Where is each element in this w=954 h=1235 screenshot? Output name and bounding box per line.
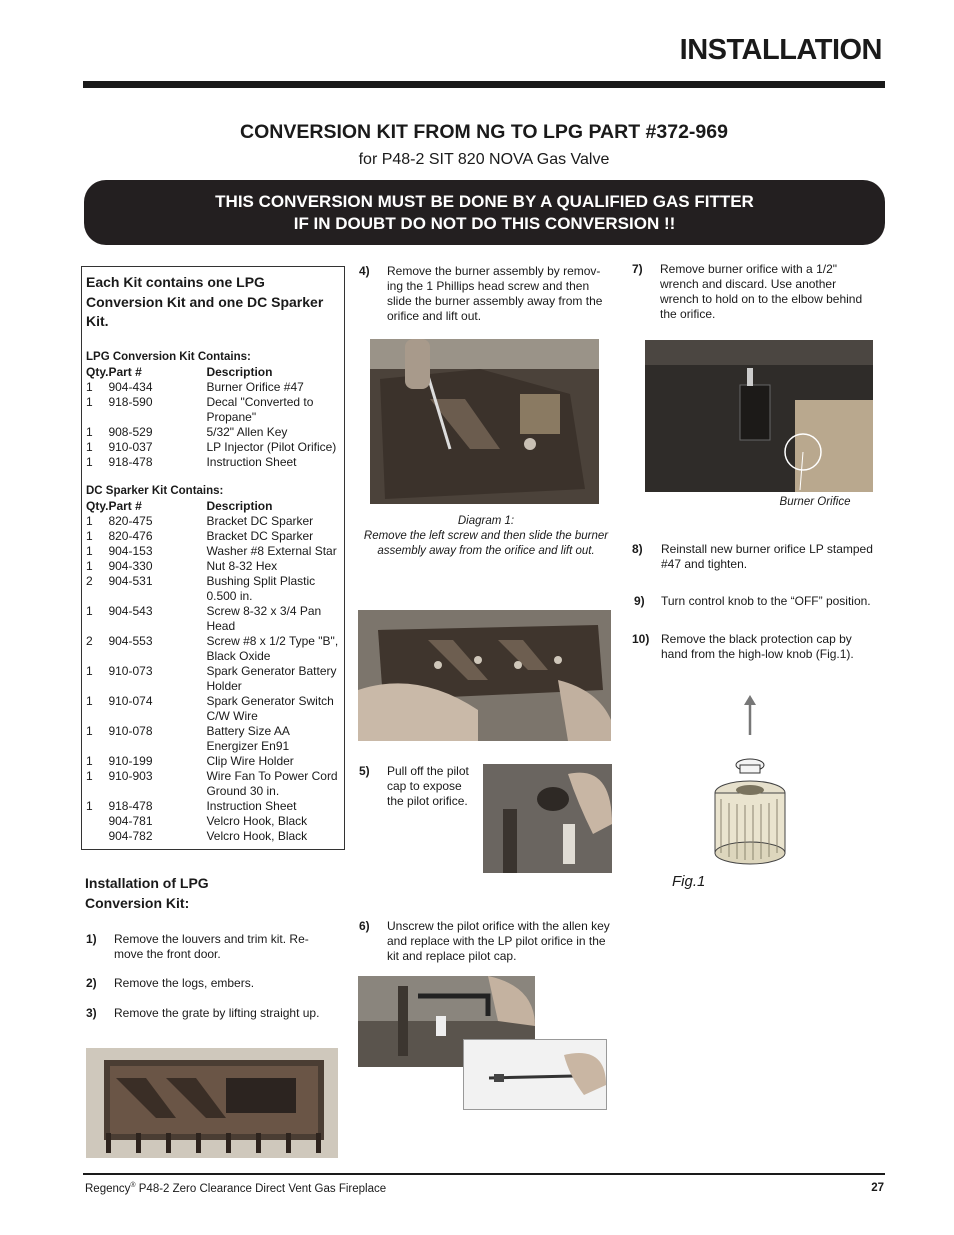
diagram-1-caption bbox=[362, 514, 610, 559]
table-row bbox=[86, 574, 340, 604]
step-text: Remove the louvers and trim kit. Re-move the front door. bbox=[114, 932, 309, 961]
document-subtitle: for P48-2 SIT 820 NOVA Gas Valve bbox=[358, 151, 610, 168]
table-row bbox=[86, 754, 340, 769]
col-part: Part # bbox=[108, 498, 142, 513]
cell-part: 910-078 bbox=[108, 723, 153, 738]
table-header-row bbox=[86, 499, 340, 514]
cell-desc: Spark Generator Battery Holder bbox=[206, 663, 337, 693]
table-row bbox=[86, 634, 340, 664]
footer-text: P48-2 Zero Clearance Direct Vent Gas Fireplace bbox=[135, 1182, 387, 1195]
cell-qty: 1 bbox=[86, 394, 93, 409]
cell-qty: 1 bbox=[86, 723, 93, 738]
footer-product bbox=[85, 1182, 386, 1195]
step-number: 8) bbox=[632, 542, 643, 556]
cell-qty: 1 bbox=[86, 798, 93, 813]
footer-brand: Regency bbox=[85, 1182, 131, 1195]
step-number: 9) bbox=[634, 594, 645, 608]
cell-qty: 1 bbox=[86, 558, 93, 573]
table-row bbox=[86, 529, 340, 544]
table-row bbox=[86, 604, 340, 634]
cell-part: 910-074 bbox=[108, 693, 153, 708]
table-row bbox=[86, 724, 340, 754]
col-qty: Qty. bbox=[86, 498, 109, 513]
cell-qty: 1 bbox=[86, 424, 93, 439]
step-8 bbox=[632, 542, 884, 574]
step-text: Turn control knob to the “OFF” position. bbox=[661, 594, 871, 608]
step-number: 2) bbox=[86, 976, 97, 990]
warning-line-2: IF IN DOUBT DO NOT DO THIS CONVERSION !! bbox=[293, 213, 676, 233]
cell-qty: 1 bbox=[86, 603, 93, 618]
cell-part: 904-531 bbox=[108, 573, 153, 588]
cell-qty: 1 bbox=[86, 528, 93, 543]
cell-part: 908-529 bbox=[108, 424, 153, 439]
col-qty: Qty. bbox=[86, 364, 109, 379]
cell-desc: Bracket DC Sparker bbox=[206, 513, 314, 528]
cell-part: 904-782 bbox=[108, 828, 153, 843]
cell-desc: Wire Fan To Power Cord Ground 30 in. bbox=[206, 768, 338, 798]
step-text: Remove burner orifice with a 1/2" wrench and discard. Use another wrench to hold on to the elbow behind the orifice. bbox=[660, 262, 863, 321]
table-row bbox=[86, 829, 340, 844]
fig-1-label: Fig.1 bbox=[672, 873, 706, 890]
step-4 bbox=[359, 264, 619, 324]
cell-desc: Screw #8 x 1/2 Type "B", Black Oxide bbox=[206, 633, 339, 663]
table-row bbox=[86, 559, 340, 574]
cell-desc: Clip Wire Holder bbox=[206, 753, 294, 768]
step-number: 6) bbox=[359, 919, 370, 933]
warning-line-1: THIS CONVERSION MUST BE DONE BY A QUALIFIED GAS FITTER bbox=[215, 191, 754, 211]
cell-desc: Battery Size AA Energizer En91 bbox=[206, 723, 290, 753]
cell-qty: 1 bbox=[86, 513, 93, 528]
cell-qty: 1 bbox=[86, 543, 93, 558]
step-number: 10) bbox=[632, 632, 650, 646]
dc-parts-table bbox=[86, 499, 340, 844]
cell-qty: 1 bbox=[86, 768, 93, 783]
warning-banner bbox=[84, 180, 885, 245]
registered-mark: ® bbox=[130, 1182, 136, 1189]
lpg-kit-title: LPG Conversion Kit Contains: bbox=[86, 350, 251, 363]
cell-desc: Bracket DC Sparker bbox=[206, 528, 314, 543]
cell-part: 904-781 bbox=[108, 813, 153, 828]
step-text: Remove the burner assembly by remov-ing the 1 Phillips head screw and then slide the burner assembly away from the orifice and lift out. bbox=[387, 264, 603, 323]
table-row bbox=[86, 814, 340, 829]
table-row bbox=[86, 664, 340, 694]
install-title: Installation of LPG Conversion Kit: bbox=[85, 875, 209, 911]
step-10 bbox=[632, 632, 884, 664]
cell-desc: Instruction Sheet bbox=[206, 454, 297, 469]
cell-qty bbox=[86, 814, 108, 829]
document-title: CONVERSION KIT FROM NG TO LPG PART #372-969 bbox=[240, 121, 728, 143]
page-number: 27 bbox=[871, 1182, 884, 1194]
table-row bbox=[86, 455, 340, 470]
cell-desc: LP Injector (Pilot Orifice) bbox=[206, 439, 337, 454]
table-header-row bbox=[86, 365, 340, 380]
pilot-cap-photo bbox=[483, 764, 612, 873]
table-row bbox=[86, 440, 340, 455]
col-desc: Description bbox=[206, 498, 273, 513]
table-row bbox=[86, 799, 340, 814]
diagram-1-title: Diagram 1: bbox=[457, 515, 515, 527]
cell-desc: 5/32" Allen Key bbox=[206, 424, 288, 439]
table-row bbox=[86, 514, 340, 529]
step-number: 5) bbox=[359, 764, 370, 778]
cell-desc: Washer #8 External Star bbox=[206, 543, 337, 558]
cell-desc: Decal "Converted to Propane" bbox=[206, 394, 314, 424]
step-9 bbox=[634, 594, 884, 610]
cell-qty: 1 bbox=[86, 663, 93, 678]
kit-contents-box bbox=[81, 266, 345, 850]
step-1 bbox=[86, 932, 336, 964]
table-row bbox=[86, 769, 340, 799]
cell-qty: 1 bbox=[86, 439, 93, 454]
grate-photo bbox=[86, 1048, 338, 1158]
cell-qty: 2 bbox=[86, 573, 93, 588]
step-text: Pull off the pilot cap to expose the pilot orifice. bbox=[387, 764, 469, 808]
cell-part: 820-475 bbox=[108, 513, 153, 528]
header-rule bbox=[83, 81, 885, 88]
step-text: Unscrew the pilot orifice with the allen key and replace with the LP pilot orifice in the kit and replace pilot cap. bbox=[387, 919, 610, 963]
step-text: Reinstall new burner orifice LP stamped #47 and tighten. bbox=[661, 542, 873, 571]
cell-desc: Nut 8-32 Hex bbox=[206, 558, 278, 573]
table-row bbox=[86, 425, 340, 440]
step-number: 1) bbox=[86, 932, 97, 946]
cell-part: 904-153 bbox=[108, 543, 153, 558]
kit-intro: Each Kit contains one LPG Conversion Kit and one DC Sparker Kit. bbox=[86, 274, 324, 329]
cell-part: 904-553 bbox=[108, 633, 153, 648]
footer-rule bbox=[83, 1173, 885, 1175]
cell-part: 820-476 bbox=[108, 528, 153, 543]
step-5 bbox=[359, 764, 479, 812]
diagram-1-text: Remove the left screw and then slide the burner assembly away from the orifice and lift out. bbox=[363, 530, 609, 557]
step-2 bbox=[86, 976, 336, 992]
step-number: 3) bbox=[86, 1006, 97, 1020]
cell-part: 918-478 bbox=[108, 454, 153, 469]
step-text: Remove the logs, embers. bbox=[114, 976, 255, 990]
step-number: 7) bbox=[632, 262, 643, 276]
cell-desc: Screw 8-32 x 3/4 Pan Head bbox=[206, 603, 322, 633]
table-row bbox=[86, 544, 340, 559]
cell-desc: Burner Orifice #47 bbox=[206, 379, 304, 394]
step-6 bbox=[359, 919, 619, 967]
pilot-orifice-photo bbox=[463, 1039, 607, 1110]
cell-part: 910-073 bbox=[108, 663, 153, 678]
col-desc: Description bbox=[206, 364, 273, 379]
dc-kit-title: DC Sparker Kit Contains: bbox=[86, 484, 224, 497]
step-number: 4) bbox=[359, 264, 370, 278]
step-3 bbox=[86, 1006, 336, 1022]
fig-1-knob-illustration bbox=[705, 695, 795, 875]
burner-orifice-photo bbox=[645, 340, 873, 492]
table-row bbox=[86, 694, 340, 724]
cell-part: 910-199 bbox=[108, 753, 153, 768]
cell-part: 910-037 bbox=[108, 439, 153, 454]
cell-qty: 1 bbox=[86, 379, 93, 394]
step-text: Remove the black protection cap by hand from the high-low knob (Fig.1). bbox=[661, 632, 854, 661]
table-row bbox=[86, 380, 340, 395]
cell-qty: 1 bbox=[86, 753, 93, 768]
cell-qty bbox=[86, 829, 108, 844]
cell-part: 904-434 bbox=[108, 379, 153, 394]
cell-part: 904-330 bbox=[108, 558, 153, 573]
cell-part: 918-590 bbox=[108, 394, 153, 409]
burner-screwdriver-photo bbox=[370, 339, 599, 504]
step-7 bbox=[632, 262, 882, 322]
lpg-parts-table bbox=[86, 365, 340, 470]
cell-qty: 2 bbox=[86, 633, 93, 648]
page-header-title: INSTALLATION bbox=[679, 34, 882, 66]
cell-qty: 1 bbox=[86, 693, 93, 708]
cell-part: 918-478 bbox=[108, 798, 153, 813]
cell-desc: Velcro Hook, Black bbox=[206, 813, 308, 828]
cell-desc: Velcro Hook, Black bbox=[206, 828, 308, 843]
burner-slide-photo bbox=[358, 610, 611, 741]
cell-part: 904-543 bbox=[108, 603, 153, 618]
cell-desc: Spark Generator Switch C/W Wire bbox=[206, 693, 334, 723]
cell-qty: 1 bbox=[86, 454, 93, 469]
burner-orifice-caption: Burner Orifice bbox=[779, 496, 851, 508]
step-text: Remove the grate by lifting straight up. bbox=[114, 1006, 320, 1020]
cell-desc: Instruction Sheet bbox=[206, 798, 297, 813]
cell-part: 910-903 bbox=[108, 768, 153, 783]
table-row bbox=[86, 395, 340, 425]
cell-desc: Bushing Split Plastic 0.500 in. bbox=[206, 573, 316, 603]
col-part: Part # bbox=[108, 364, 142, 379]
